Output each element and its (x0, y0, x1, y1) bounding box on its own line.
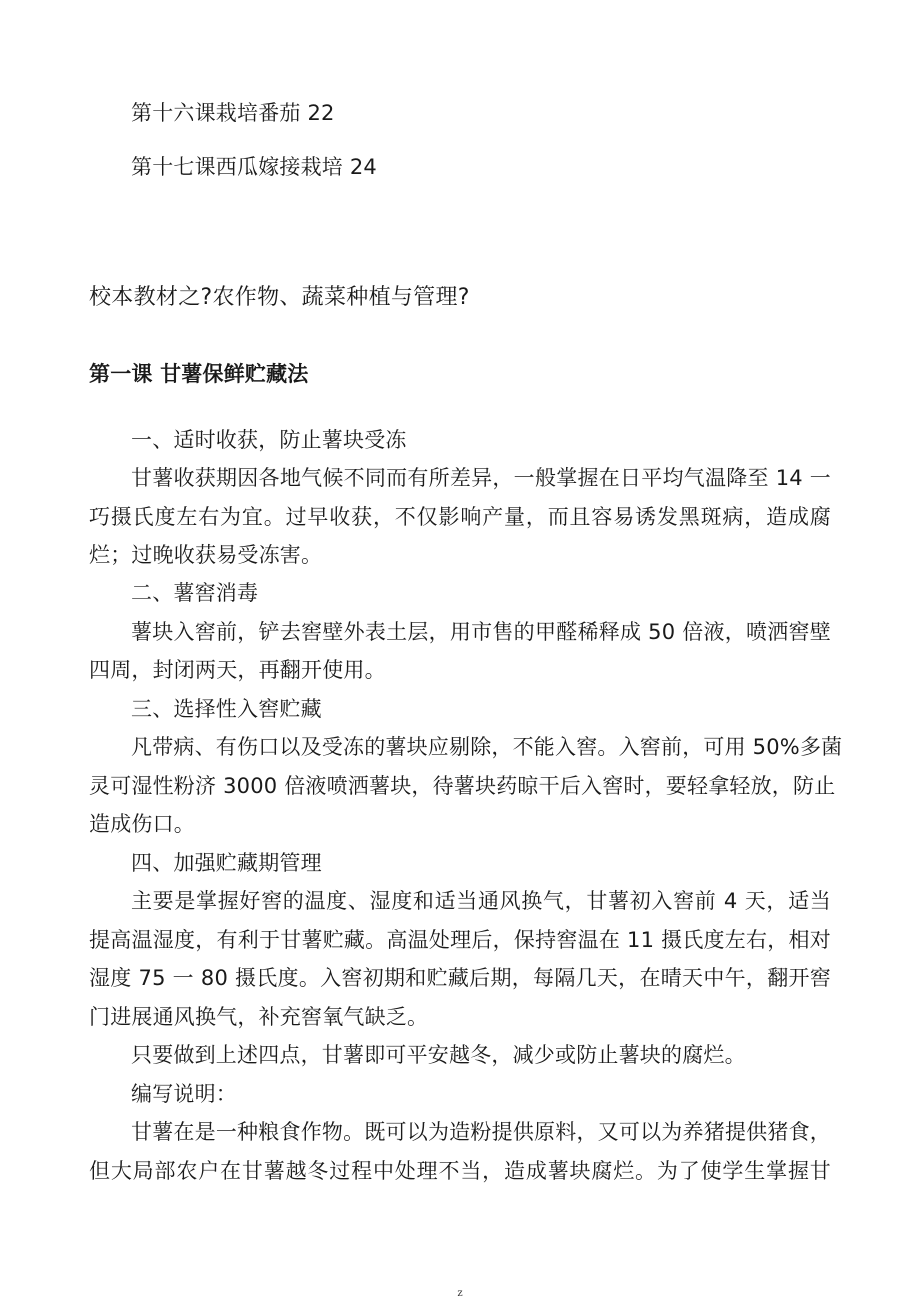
page-footer-mark: z (457, 1288, 463, 1299)
book-title: 校本教材之?农作物、蔬菜种植与管理? (89, 285, 470, 310)
section-1-line-2: 巧摄氏度左右为宜。过早收获，不仅影响产量，而且容易诱发黑斑病，造成腐 (89, 505, 831, 529)
section-4-heading: 四、加强贮藏期管理 (131, 851, 322, 875)
notes-line-1: 甘薯在是一种粮食作物。既可以为造粉提供原料，又可以为养猪提供猪食， (131, 1120, 831, 1144)
section-4-line-3: 湿度 75 一 80 摄氏度。入窖初期和贮藏后期，每隔几天，在晴天中午，翻开窖 (89, 966, 831, 990)
section-3-line-2: 灵可湿性粉济 3000 倍液喷洒薯块，待薯块药晾干后入窖时，要轻拿轻放，防止 (89, 774, 836, 798)
section-2-line-1: 薯块入窖前，铲去窖壁外表土层，用市售的甲醛稀释成 50 倍液，喷洒窖壁 (131, 620, 831, 644)
notes-line-2: 但大局部农户在甘薯越冬过程中处理不当，造成薯块腐烂。为了使学生掌握甘 (89, 1159, 831, 1183)
summary-paragraph: 只要做到上述四点，甘薯即可平安越冬，减少或防止薯块的腐烂。 (131, 1043, 746, 1067)
section-1-line-3: 烂；过晚收获易受冻害。 (89, 543, 323, 567)
section-2-line-2: 四周，封闭两天，再翻开使用。 (89, 658, 386, 682)
toc-item-lesson-17: 第十七课西瓜嫁接栽培 24 (131, 155, 377, 179)
lesson-title: 第一课 甘薯保鲜贮藏法 (89, 362, 309, 386)
section-3-line-1: 凡带病、有伤口以及受冻的薯块应剔除，不能入窖。入窖前，可用 50%多菌 (131, 735, 843, 759)
section-1-line-1: 甘薯收获期因各地气候不同而有所差异，一般掌握在日平均气温降至 14 一 (131, 466, 831, 490)
section-4-line-4: 门进展通风换气，补充窖氧气缺乏。 (89, 1005, 429, 1029)
section-4-line-1: 主要是掌握好窖的温度、湿度和适当通风换气，甘薯初入窖前 4 天，适当 (131, 889, 831, 913)
section-3-heading: 三、选择性入窖贮藏 (131, 697, 322, 721)
section-4-line-2: 提高温湿度，有利于甘薯贮藏。高温处理后，保持窖温在 11 摄氏度左右，相对 (89, 928, 831, 952)
section-3-line-3: 造成伤口。 (89, 812, 195, 836)
section-2-heading: 二、薯窖消毒 (131, 581, 259, 605)
toc-item-lesson-16: 第十六课栽培番茄 22 (131, 101, 335, 125)
notes-heading: 编写说明： (131, 1082, 237, 1106)
section-1-heading: 一、适时收获，防止薯块受冻 (131, 428, 407, 452)
